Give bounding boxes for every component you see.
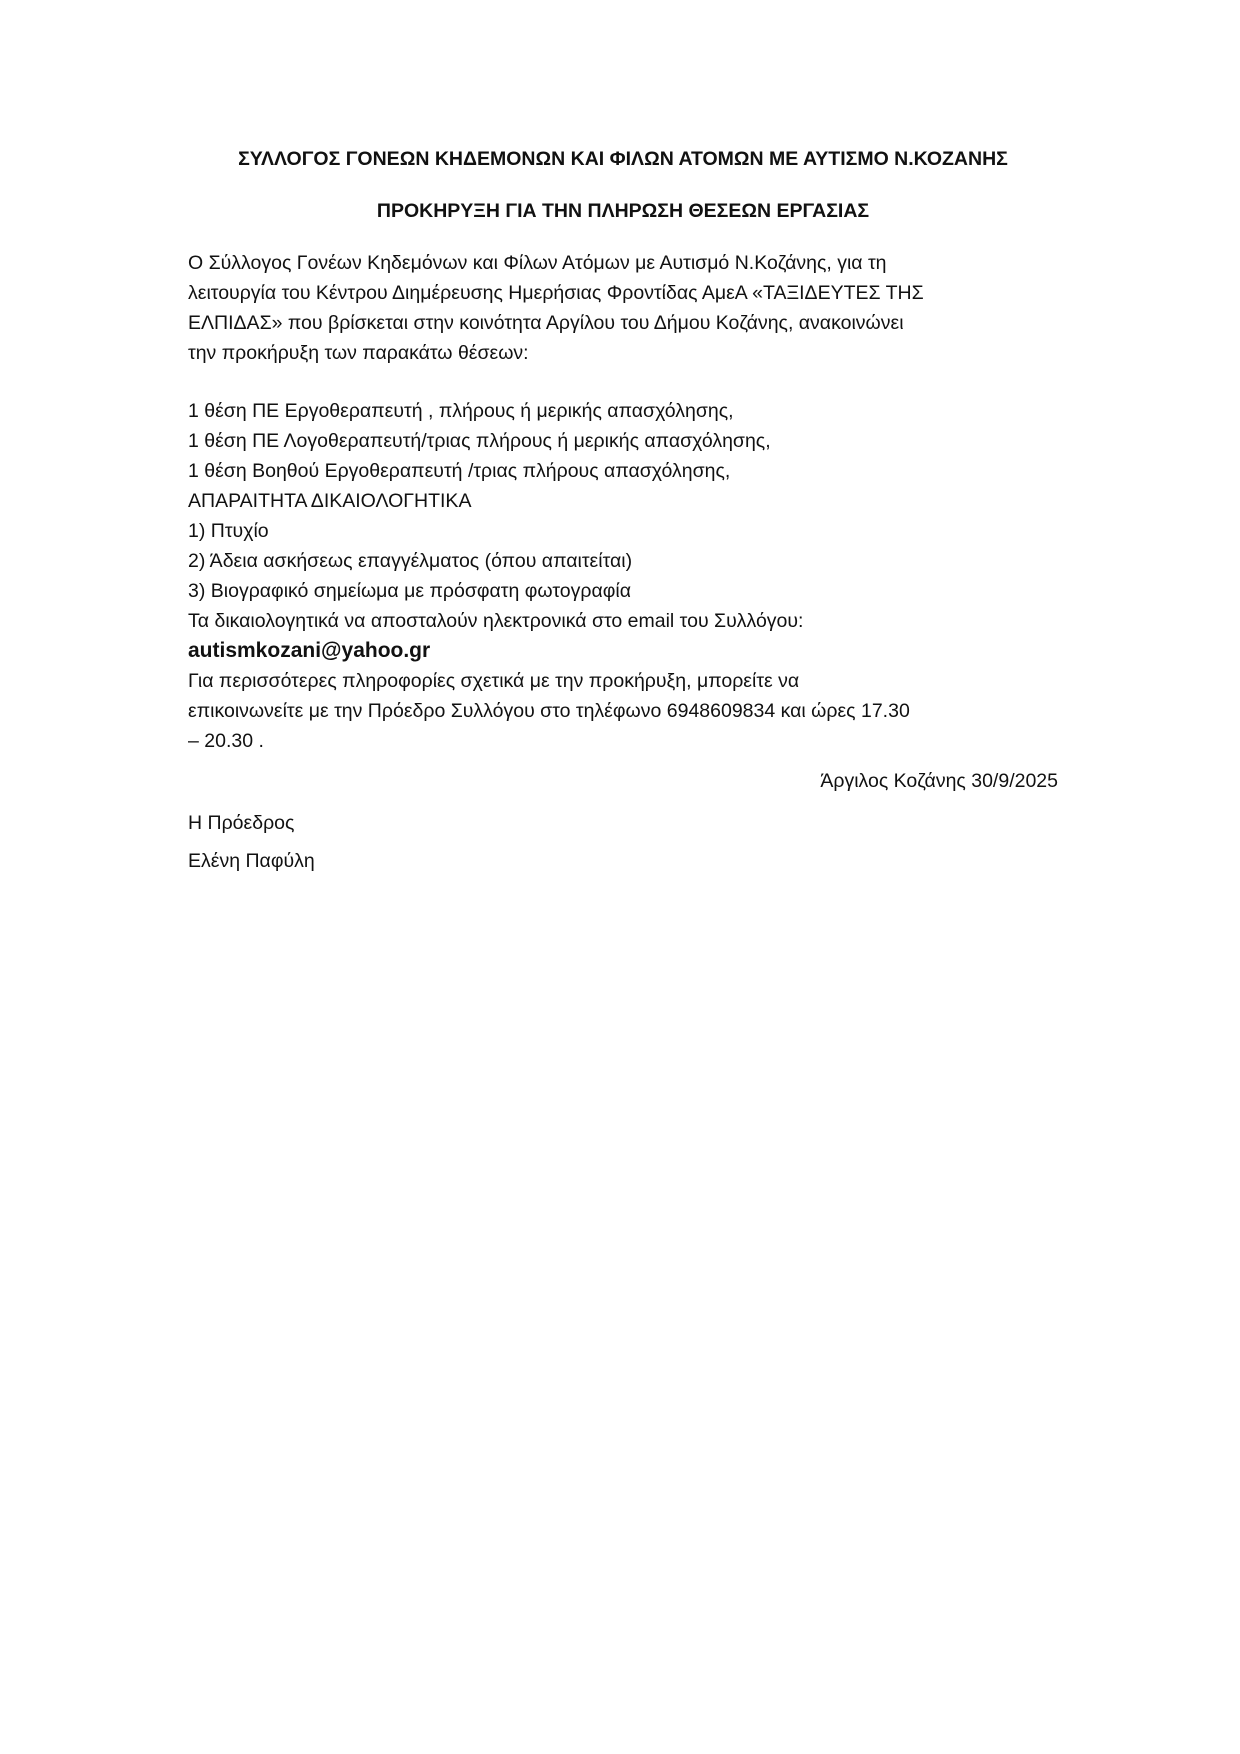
document-body xyxy=(188,144,1058,876)
signatory-title: Η Πρόεδρος xyxy=(188,812,295,834)
info-line: – 20.30 . xyxy=(188,730,264,752)
intro-line: Ο Σύλλογος Γονέων Κηδεμόνων και Φίλων Ατόμων με Αυτισμό Ν.Κοζάνης, για τη xyxy=(188,252,887,274)
requirement-item: 1) Πτυχίο xyxy=(188,520,269,542)
intro-paragraph xyxy=(188,248,1058,368)
contact-email: autismkozani@yahoo.gr xyxy=(188,639,431,662)
info-line: Για περισσότερες πληροφορίες σχετικά με την προκήρυξη, μπορείτε να xyxy=(188,670,800,692)
requirement-item: 3) Βιογραφικό σημείωμα με πρόσφατη φωτογραφία xyxy=(188,580,631,602)
position-item: 1 θέση ΠΕ Εργοθεραπευτή , πλήρους ή μερικής απασχόλησης, xyxy=(188,400,734,422)
intro-line: ΕΛΠΙΔΑΣ» που βρίσκεται στην κοινότητα Αργίλου του Δήμου Κοζάνης, ανακοινώνει xyxy=(188,312,904,334)
place-date: Άργιλος Κοζάνης 30/9/2025 xyxy=(820,770,1058,792)
intro-line: λειτουργία του Κέντρου Διημέρευσης Ημερήσιας Φροντίδας ΑμεΑ «ΤΑΞΙΔΕΥΤΕΣ ΤΗΣ xyxy=(188,282,924,304)
announcement-title: ΠΡΟΚΗΡΥΞΗ ΓΙΑ ΤΗΝ ΠΛΗΡΩΣΗ ΘΕΣΕΩΝ ΕΡΓΑΣΙΑΣ xyxy=(376,200,870,222)
intro-line: την προκήρυξη των παρακάτω θέσεων: xyxy=(188,342,529,364)
positions-and-requirements xyxy=(188,396,1058,756)
position-item: 1 θέση ΠΕ Λογοθεραπευτή/τριας πλήρους ή μερικής απασχόλησης, xyxy=(188,430,771,452)
signatory-name: Ελένη Παφύλη xyxy=(188,850,315,872)
requirement-item: 2) Άδεια ασκήσεως επαγγέλματος (όπου απαιτείται) xyxy=(188,550,633,572)
requirements-heading: ΑΠΑΡΑΙΤΗΤΑ ΔΙΚΑΙΟΛΟΓΗΤΙΚΑ xyxy=(188,490,472,512)
organization-title: ΣΥΛΛΟΓΟΣ ΓΟΝΕΩΝ ΚΗΔΕΜΟΝΩΝ ΚΑΙ ΦΙΛΩΝ ΑΤΟΜΩΝ ΜΕ ΑΥΤΙΣΜΟ Ν.ΚΟΖΑΝΗΣ xyxy=(238,148,1008,170)
position-item: 1 θέση Βοηθού Εργοθεραπευτή /τριας πλήρους απασχόλησης, xyxy=(188,460,731,482)
info-line: επικοινωνείτε με την Πρόεδρο Συλλόγου στο τηλέφωνο 6948609834 και ώρες 17.30 xyxy=(188,700,910,722)
submission-text: Τα δικαιολογητικά να αποσταλούν ηλεκτρονικά στο email του Συλλόγου: xyxy=(188,610,804,632)
